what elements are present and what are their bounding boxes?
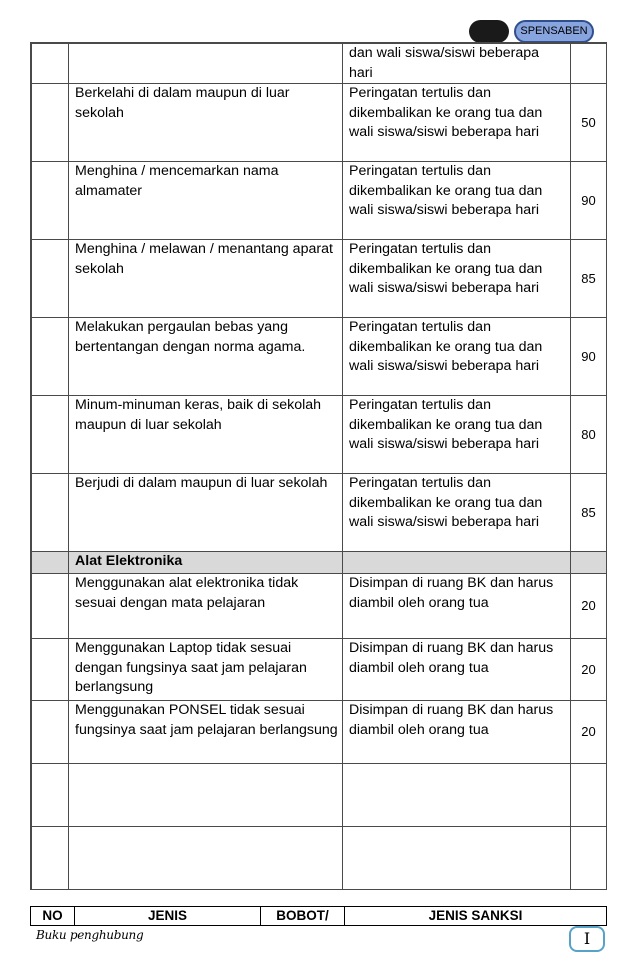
jenis-cell <box>69 764 343 827</box>
no-cell <box>32 701 69 764</box>
bobot-cell: 80 <box>571 396 607 474</box>
sanksi-cell: Peringatan tertulis dan dikembalikan ke orang tua dan wali siswa/siswi beberapa hari <box>343 474 571 552</box>
no-cell <box>32 162 69 240</box>
no-cell <box>32 574 69 639</box>
section-row <box>32 552 607 574</box>
no-cell <box>32 396 69 474</box>
bobot-cell <box>571 44 607 84</box>
jenis-cell: Menghina / mencemarkan nama almamater <box>69 162 343 240</box>
sanksi-cell: Disimpan di ruang BK dan harus diambil oleh orang tua <box>343 639 571 701</box>
jenis-cell: Menggunakan PONSEL tidak sesuai fungsinya saat jam pelajaran berlangsung <box>69 701 343 764</box>
jenis-cell: Melakukan pergaulan bebas yang bertentangan dengan norma agama. <box>69 318 343 396</box>
table-row <box>32 84 607 162</box>
table-row <box>32 240 607 318</box>
bobot-cell: 85 <box>571 240 607 318</box>
header-jenis: JENIS <box>75 907 261 925</box>
jenis-cell <box>69 827 343 890</box>
jenis-cell: Menggunakan alat elektronika tidak sesuai dengan mata pelajaran <box>69 574 343 639</box>
header-bobot: BOBOT/ <box>261 907 345 925</box>
sanksi-cell <box>343 764 571 827</box>
sanksi-cell: Peringatan tertulis dan dikembalikan ke orang tua dan wali siswa/siswi beberapa hari <box>343 84 571 162</box>
table-row <box>32 574 607 639</box>
no-cell <box>32 84 69 162</box>
bobot-cell: 90 <box>571 318 607 396</box>
table-row <box>32 396 607 474</box>
no-cell <box>32 764 69 827</box>
bobot-cell <box>571 552 607 574</box>
table-row <box>32 701 607 764</box>
table-row <box>32 318 607 396</box>
header-sanksi: JENIS SANKSI <box>428 908 523 923</box>
page-number: I <box>569 926 605 952</box>
sanksi-cell <box>343 827 571 890</box>
empty-row <box>32 764 607 827</box>
bobot-cell: 85 <box>571 474 607 552</box>
bobot-cell: 20 <box>571 574 607 639</box>
sanksi-cell: dan wali siswa/siswi beberapa hari <box>343 44 571 84</box>
bobot-cell <box>571 764 607 827</box>
no-cell <box>32 240 69 318</box>
sanksi-cell: Disimpan di ruang BK dan harus diambil oleh orang tua <box>343 574 571 639</box>
sanksi-cell: Disimpan di ruang BK dan harus diambil oleh orang tua <box>343 701 571 764</box>
sanksi-cell: Peringatan tertulis dan dikembalikan ke orang tua dan wali siswa/siswi beberapa hari <box>343 396 571 474</box>
jenis-cell: Menghina / melawan / menantang aparat sekolah <box>69 240 343 318</box>
bobot-cell: 20 <box>571 701 607 764</box>
column-header-row <box>30 906 607 926</box>
jenis-cell <box>69 44 343 84</box>
bobot-cell: 20 <box>571 639 607 701</box>
violations-table-frame <box>30 42 607 890</box>
no-cell <box>32 639 69 701</box>
table-row <box>32 639 607 701</box>
table-row <box>32 162 607 240</box>
bobot-cell: 90 <box>571 162 607 240</box>
school-badge: SPENSABEN <box>514 20 594 43</box>
jenis-cell: Menggunakan Laptop tidak sesuai dengan fungsinya saat jam pelajaran berlangsung <box>69 639 343 701</box>
jenis-cell: Minum-minuman keras, baik di sekolah maupun di luar sekolah <box>69 396 343 474</box>
section-title: Alat Elektronika <box>69 552 343 574</box>
violations-table <box>31 43 607 890</box>
footer-title: Buku penghubung <box>36 928 144 942</box>
empty-row <box>32 827 607 890</box>
sanksi-cell: Peringatan tertulis dan dikembalikan ke orang tua dan wali siswa/siswi beberapa hari <box>343 162 571 240</box>
sanksi-cell: Peringatan tertulis dan dikembalikan ke orang tua dan wali siswa/siswi beberapa hari <box>343 240 571 318</box>
sanksi-cell <box>343 552 571 574</box>
no-cell <box>32 474 69 552</box>
no-cell <box>32 552 69 574</box>
table-row <box>32 44 607 84</box>
sanksi-cell: Peringatan tertulis dan dikembalikan ke orang tua dan wali siswa/siswi beberapa hari <box>343 318 571 396</box>
no-cell <box>32 318 69 396</box>
bobot-cell <box>571 827 607 890</box>
table-row <box>32 474 607 552</box>
bobot-cell: 50 <box>571 84 607 162</box>
header-no: NO <box>31 907 75 925</box>
header-dark-badge <box>469 20 509 43</box>
jenis-cell: Berkelahi di dalam maupun di luar sekolah <box>69 84 343 162</box>
no-cell <box>32 827 69 890</box>
jenis-cell: Berjudi di dalam maupun di luar sekolah <box>69 474 343 552</box>
no-cell <box>32 44 69 84</box>
